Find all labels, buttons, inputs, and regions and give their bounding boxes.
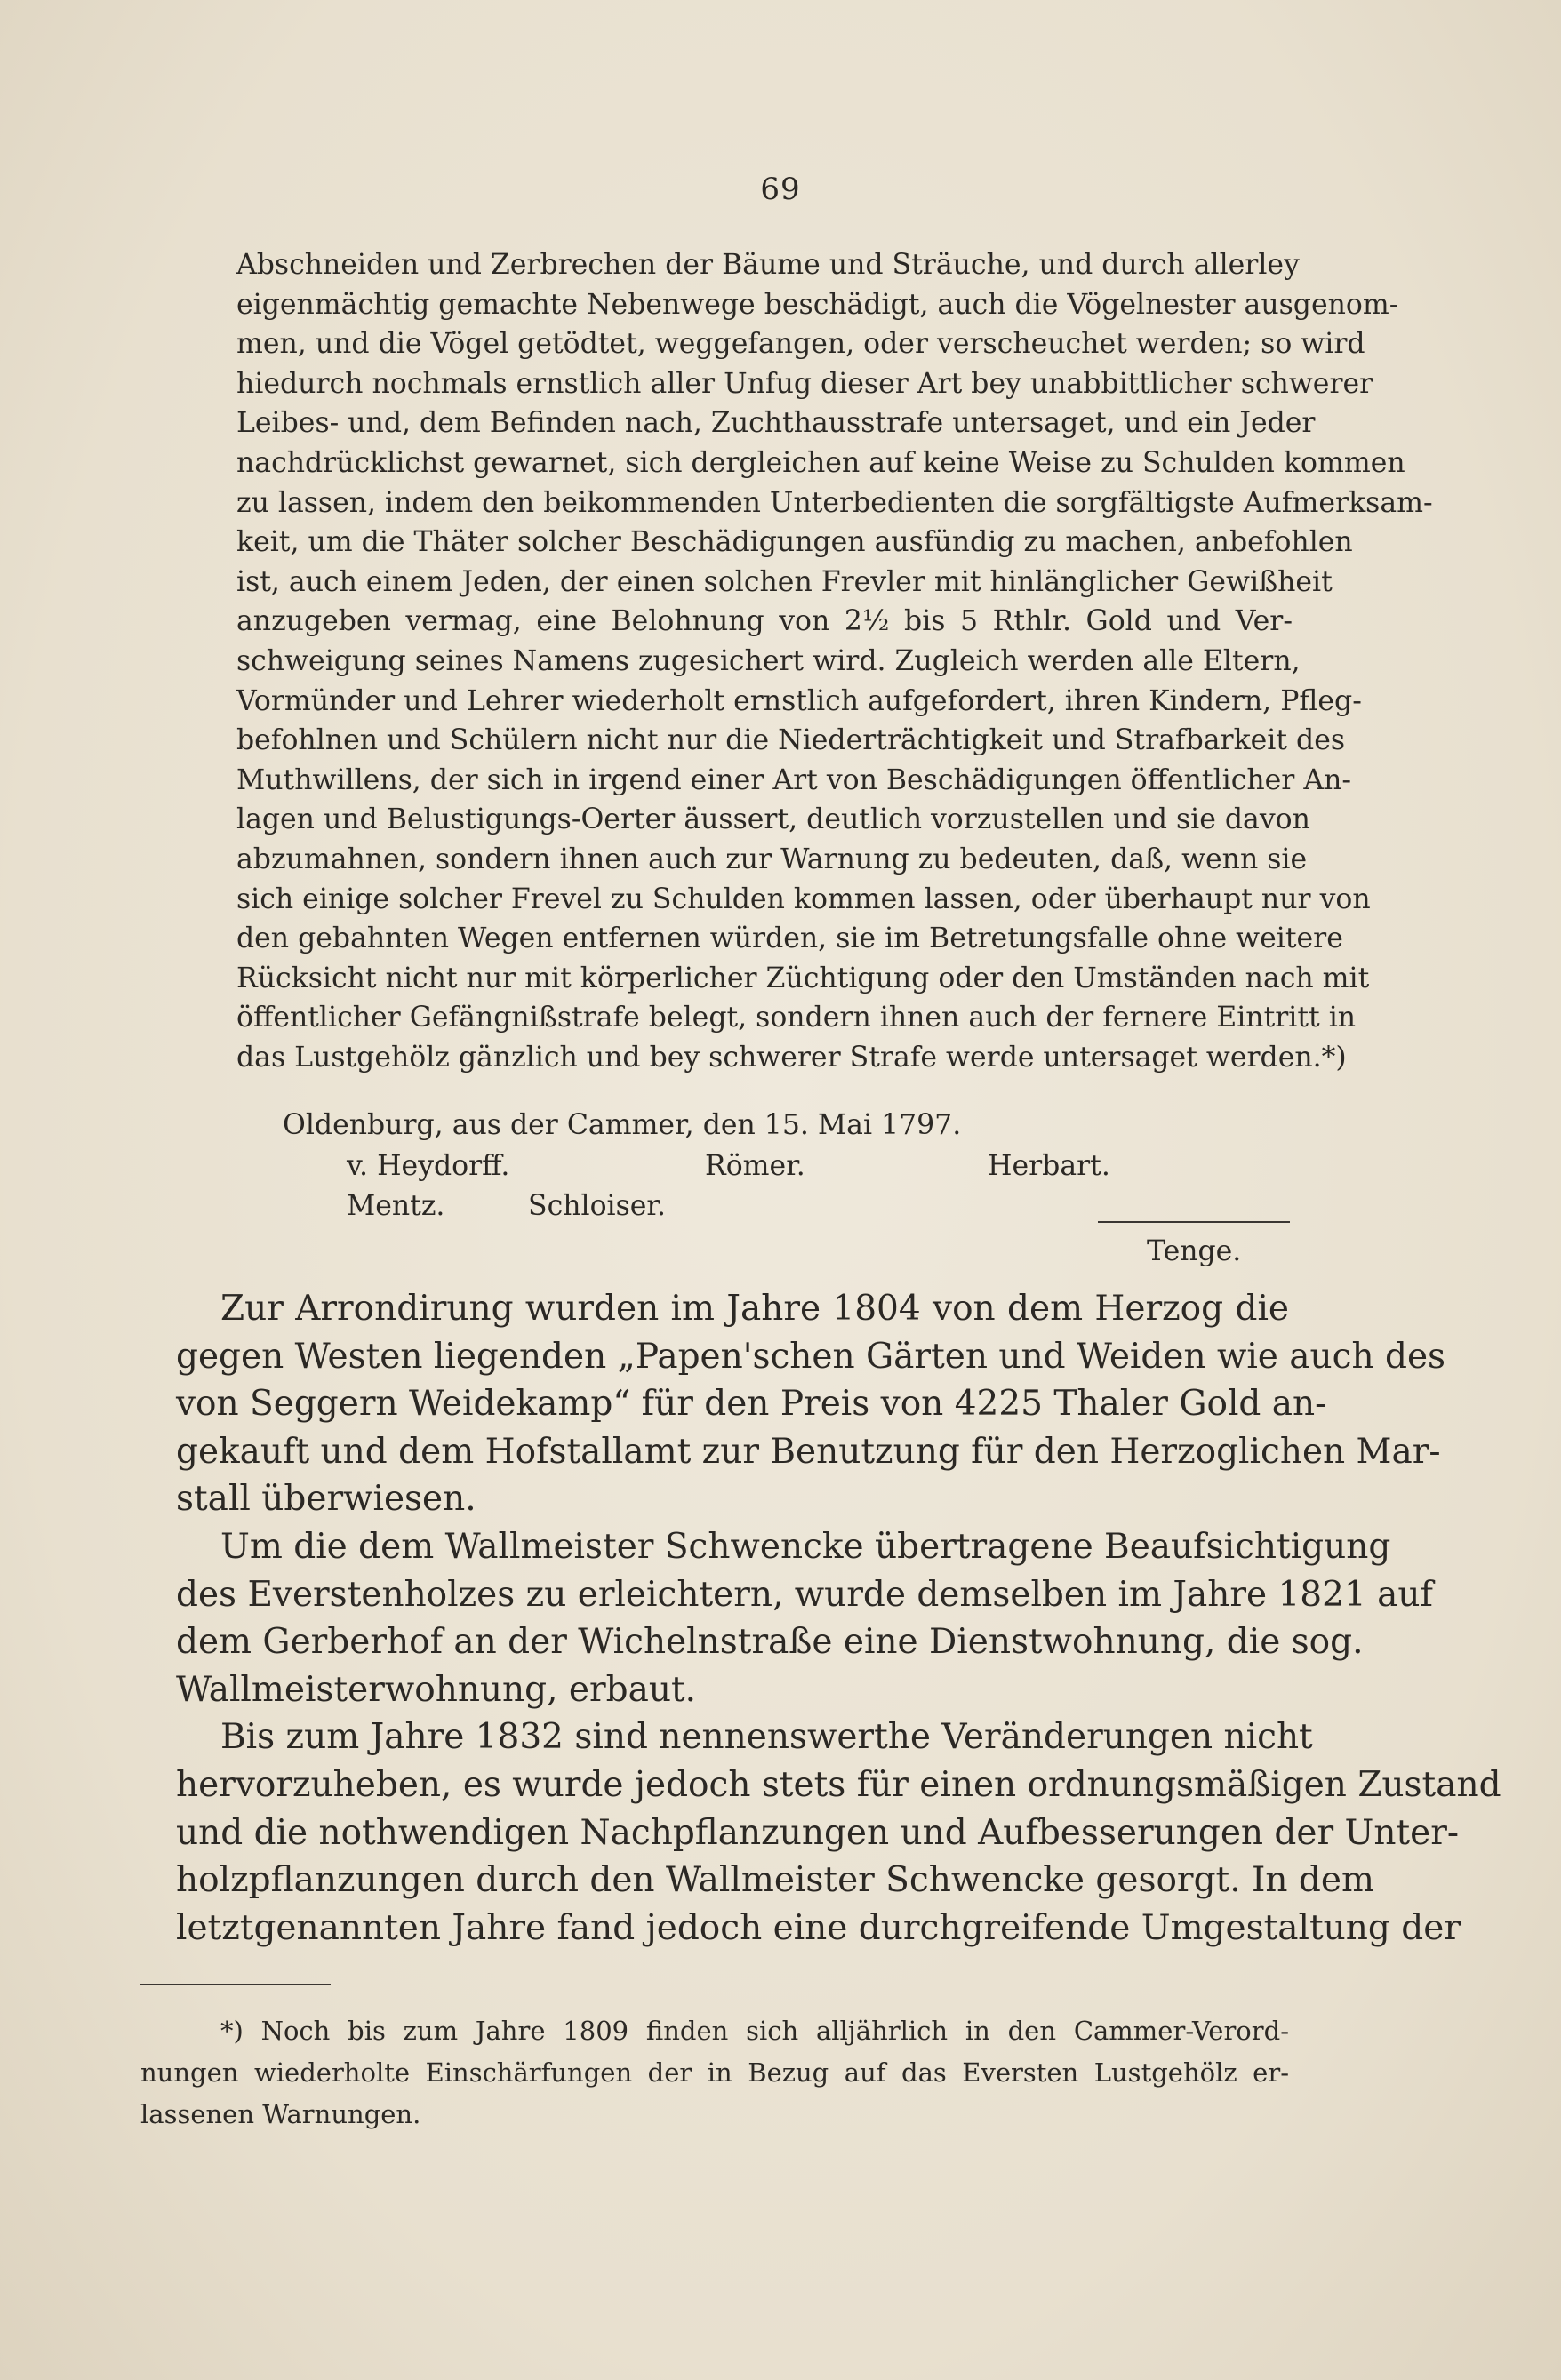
decree-line: zu lassen, indem den beikommenden Unterbedienten die sorgfältigste Aufmerksam- [236,486,1433,519]
decree-line: hiedurch nochmals ernstlich aller Unfug dieser Art bey unabbittlicher schwerer [236,367,1373,400]
paragraph-line: holzpflanzungen durch den Wallmeister Schwencke gesorgt. In dem [176,1860,1374,1901]
signature-tenge: Tenge. [1147,1235,1242,1267]
paragraph-line: und die nothwendigen Nachpflanzungen und Aufbesserungen der Unter- [176,1812,1460,1853]
paragraph-line: Um die dem Wallmeister Schwencke übertragene Beaufsichtigung [220,1526,1391,1567]
paragraph-line: Bis zum Jahre 1832 sind nennenswerthe Veränderungen nicht [220,1717,1313,1758]
paragraph-line: Zur Arrondirung wurden im Jahre 1804 von dem Herzog die [220,1289,1289,1329]
decree-line: nachdrücklichst gewarnet, sich dergleichen auf keine Weise zu Schulden kommen [236,446,1405,479]
paragraph-line: von Seggern Weidekamp“ für den Preis von 4225 Thaler Gold an- [176,1384,1327,1425]
footnote [140,2010,1289,2136]
decree-line: befohlnen und Schülern nicht nur die Niederträchtigkeit und Strafbarkeit des [236,724,1346,757]
decree-line: Rücksicht nicht nur mit körperlicher Züchtigung oder den Umständen nach mit [236,962,1370,994]
signature-herbart: Herbart. [988,1150,1110,1182]
decree-line: Abschneiden und Zerbrechen der Bäume und Sträuche, und durch allerley [236,249,1300,281]
decree-line: men, und die Vögel getödtet, weggefangen, oder verscheuchet werden; so wird [236,328,1365,361]
paragraph-line: letztgenannten Jahre fand jedoch eine durchgreifende Umgestaltung der [176,1907,1461,1948]
signature-schloiser: Schloiser. [528,1190,667,1222]
footnote-rule [140,1984,331,1985]
paragraph-line: Wallmeisterwohnung, erbaut. [176,1669,697,1710]
decree-line: den gebahnten Wegen entfernen würden, sie im Betretungsfalle ohne weitere [236,922,1343,955]
decree-line: Vormünder und Lehrer wiederholt ernstlich aufgefordert, ihren Kindern, Pfleg- [236,684,1362,717]
main-text [176,1285,1501,1952]
paragraph-line: gegen Westen liegenden „Papen'schen Gärten und Weiden wie auch des [176,1336,1446,1377]
footnote-line: nungen wiederholte Einschärfungen der in Bezug auf das Eversten Lustgehölz er- [140,2057,1289,2088]
page-number: 69 [760,172,801,207]
decree-line: Leibes- und, dem Befinden nach, Zuchthausstrafe untersaget, und ein Jeder [236,407,1316,440]
signature-roemer: Römer. [705,1150,805,1182]
signature-mentz: Mentz. [347,1190,445,1222]
paragraph-line: dem Gerberhof an der Wichelnstraße eine Dienstwohnung, die sog. [176,1622,1364,1663]
paragraph-line: des Everstenholzes zu erleichtern, wurde demselben im Jahre 1821 auf [176,1574,1433,1615]
decree-line: anzugeben vermag, eine Belohnung von 2½ bis 5 Rthlr. Gold und Ver- [236,605,1293,638]
decree-line: abzumahnen, sondern ihnen auch zur Warnung zu bedeuten, daß, wenn sie [236,843,1308,875]
decree-line: keit, um die Thäter solcher Beschädigungen ausfündig zu machen, anbefohlen [236,526,1353,559]
paragraph-line: stall überwiesen. [176,1479,476,1520]
decree-line: eigenmächtig gemachte Nebenwege beschädigt, auch die Vögelnester ausgenom- [236,288,1399,321]
signature-rule [1098,1221,1290,1223]
decree-line: öffentlicher Gefängnißstrafe belegt, sondern ihnen auch der fernere Eintritt in [236,1002,1357,1034]
place-date-line: Oldenburg, aus der Cammer, den 15. Mai 1797. [283,1109,962,1141]
decree-line: das Lustgehölz gänzlich und bey schwerer Strafe werde untersaget werden.*) [236,1041,1347,1074]
footnote-line: lassenen Warnungen. [140,2099,421,2129]
paragraph-line: hervorzuheben, es wurde jedoch stets für einen ordnungsmäßigen Zustand [176,1764,1501,1805]
decree-line: ist, auch einem Jeden, der einen solchen Frevler mit hinlänglicher Gewißheit [236,565,1333,598]
decree-line: schweigung seines Namens zugesichert wird. Zugleich werden alle Eltern, [236,644,1301,677]
footnote-line: *) Noch bis zum Jahre 1809 finden sich alljährlich in den Cammer-Verord- [220,2016,1289,2046]
decree-text [236,245,1433,1077]
decree-line: Muthwillens, der sich in irgend einer Art von Beschädigungen öffentlicher An- [236,763,1352,796]
signature-heydorff: v. Heydorff. [347,1150,510,1182]
decree-line: sich einige solcher Frevel zu Schulden kommen lassen, oder überhaupt nur von [236,883,1371,915]
decree-line: lagen und Belustigungs-Oerter äussert, deutlich vorzustellen und sie davon [236,803,1310,836]
paragraph-line: gekauft und dem Hofstallamt zur Benutzung für den Herzoglichen Mar- [176,1431,1441,1472]
